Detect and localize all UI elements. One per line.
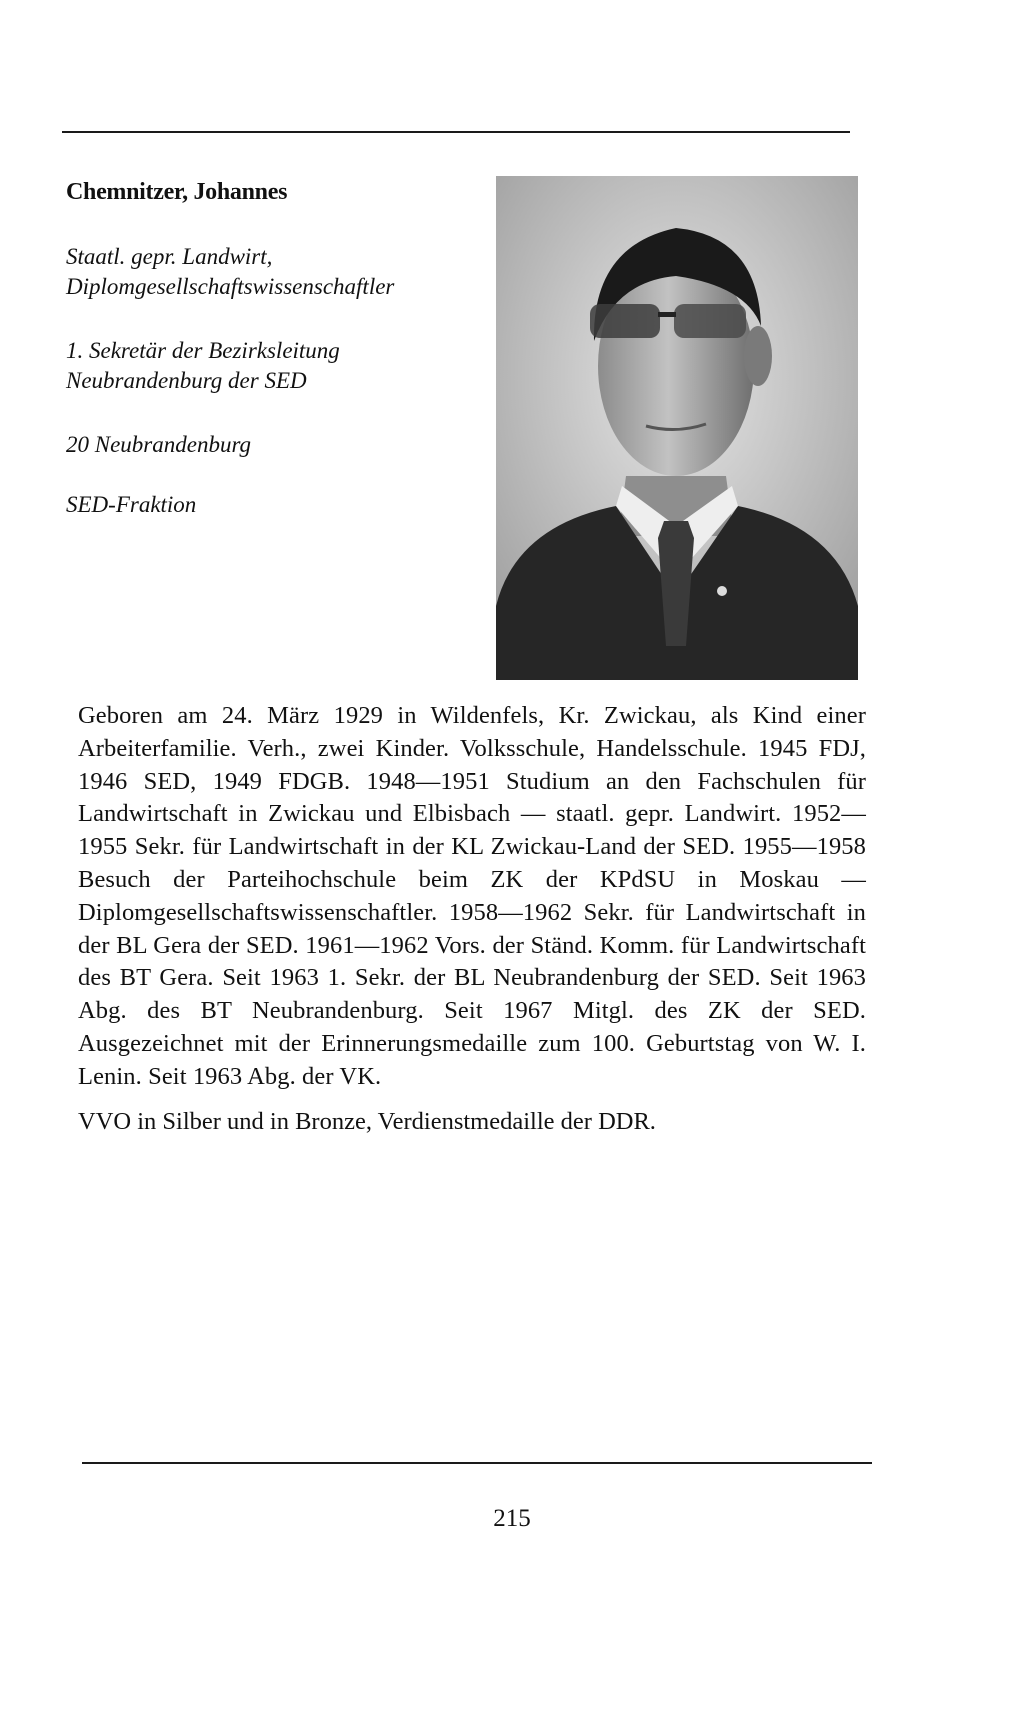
entry-name: Chemnitzer, Johannes [66, 179, 288, 205]
position-line: Neubrandenburg der SED [66, 368, 307, 393]
awards-text: VVO in Silber und in Bronze, Verdienstmedaille der DDR. [78, 1108, 656, 1135]
faction: SED-Fraktion [66, 492, 197, 517]
portrait-photo [496, 176, 858, 680]
position-line: 1. Sekretär der Bezirksleitung [66, 338, 340, 363]
top-rule [62, 131, 850, 133]
qualification-line: Diplomgesellschaftswissenschaftler [66, 274, 395, 299]
biography-text: Geboren am 24. März 1929 in Wildenfels, Kr. Zwickau, als Kind einer Arbeiterfamilie. Verh., zwei Kinder. Volksschule, Handelsschule. 1945 FDJ, 1946 SED, 1949 FDGB. 1948—1951 Studium an den Fachschulen für Landwirtschaft in Zwickau und Elbisbach — staatl. gepr. Landwirt. 1952—1955 Sekr. für Landwirtschaft in der KL Zwickau-Land der SED. 1955—1958 Besuch der Parteihochschule beim ZK der KPdSU in Moskau — Diplomgesellschaftswissenschaftler. 1958—1962 Sekr. für Landwirtschaft in der BL Gera der SED. 1961—1962 Vors. der Ständ. Komm. für Landwirtschaft des BT Gera. Seit 1963 1. Sekr. der BL Neubrandenburg der SED. Seit 1963 Abg. des BT Neubrandenburg. Seit 1967 Mitgl. des ZK der SED. Ausgezeichnet mit der Erinnerungsmedaille zum 100. Geburtstag von W. I. Lenin. Seit 1963 Abg. der VK. [78, 702, 866, 1090]
location: 20 Neubrandenburg [66, 432, 252, 457]
qualification-line: Staatl. gepr. Landwirt, [66, 244, 273, 269]
page-number: 215 [493, 1505, 531, 1532]
bottom-rule [82, 1462, 872, 1464]
